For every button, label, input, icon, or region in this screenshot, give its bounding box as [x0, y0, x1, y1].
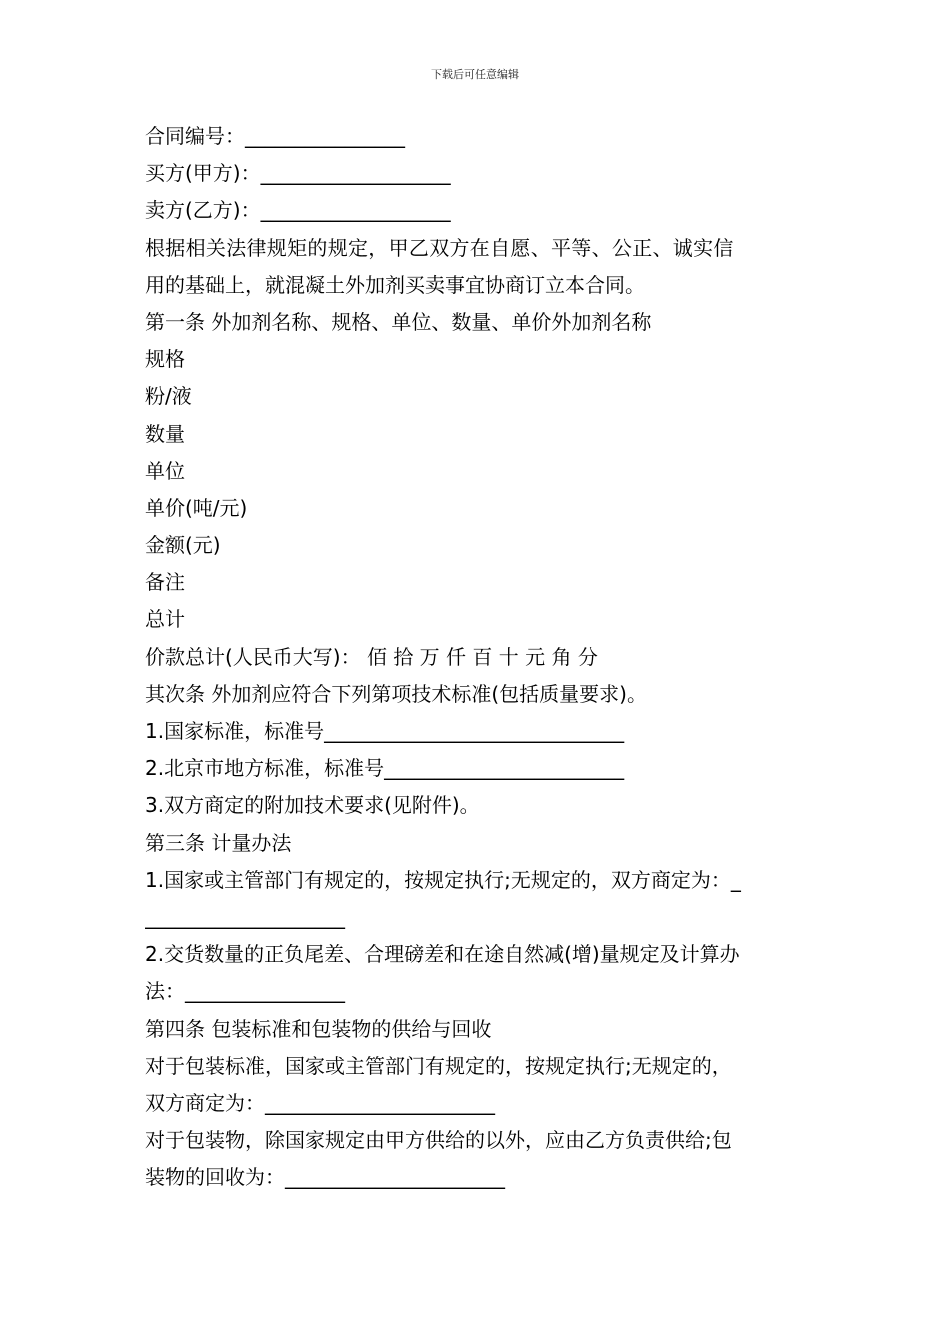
price-total-line: 价款总计(人民币大写)： 佰 拾 万 仟 百 十 元 角 分 [145, 644, 598, 669]
buyer-line: 买方(甲方)：___________________ [145, 161, 451, 186]
field-unit-price: 单价(吨/元) [145, 495, 248, 520]
field-unit: 单位 [145, 458, 185, 483]
measurement-clause-2-cont: 法：________________ [145, 979, 345, 1004]
packaging-standard-line-1: 对于包装标准，国家或主管部门有规定的，按规定执行;无规定的， [145, 1053, 732, 1078]
preamble-line-2: 用的基础上，就混凝土外加剂买卖事宜协商订立本合同。 [145, 272, 645, 297]
field-total: 总计 [145, 607, 185, 632]
measurement-clause-1-blank: ____________________ [145, 904, 345, 929]
preamble-line-1: 根据相关法律规矩的规定，甲乙双方在自愿、平等、公正、诚实信 [145, 235, 734, 260]
contract-number-line: 合同编号：________________ [145, 124, 405, 148]
header-note: 下载后可任意编辑 [431, 68, 519, 81]
packaging-supply-line-2: 装物的回收为：______________________ [145, 1165, 505, 1190]
national-standard-line: 1.国家标准，标准号______________________________ [145, 719, 625, 743]
packaging-standard-line-2: 双方商定为：_______________________ [145, 1090, 495, 1115]
article-3-heading: 第三条 计量办法 [145, 830, 292, 855]
additional-requirements-line: 3.双方商定的附加技术要求(见附件)。 [145, 793, 480, 818]
article-4-heading: 第四条 包装标准和包装物的供给与回收 [145, 1016, 492, 1041]
measurement-clause-2: 2.交货数量的正负尾差、合理磅差和在途自然减(增)量规定及计算办 [145, 942, 740, 967]
contract-body [145, 118, 810, 1196]
article-1-heading: 第一条 外加剂名称、规格、单位、数量、单价外加剂名称 [145, 309, 652, 334]
article-2-heading: 其次条 外加剂应符合下列第项技术标准(包括质量要求)。 [145, 681, 647, 706]
field-spec: 规格 [145, 347, 185, 372]
field-amount: 金额(元) [145, 533, 221, 558]
measurement-clause-1: 1.国家或主管部门有规定的，按规定执行;无规定的，双方商定为：_ [145, 867, 741, 892]
seller-line: 卖方(乙方)：___________________ [145, 198, 451, 223]
field-remarks: 备注 [145, 570, 185, 595]
field-powder-liquid: 粉/液 [145, 384, 192, 409]
packaging-supply-line-1: 对于包装物，除国家规定由甲方供给的以外，应由乙方负责供给;包 [145, 1128, 732, 1153]
beijing-standard-line: 2.北京市地方标准，标准号________________________ [145, 756, 625, 781]
field-quantity: 数量 [145, 421, 185, 446]
